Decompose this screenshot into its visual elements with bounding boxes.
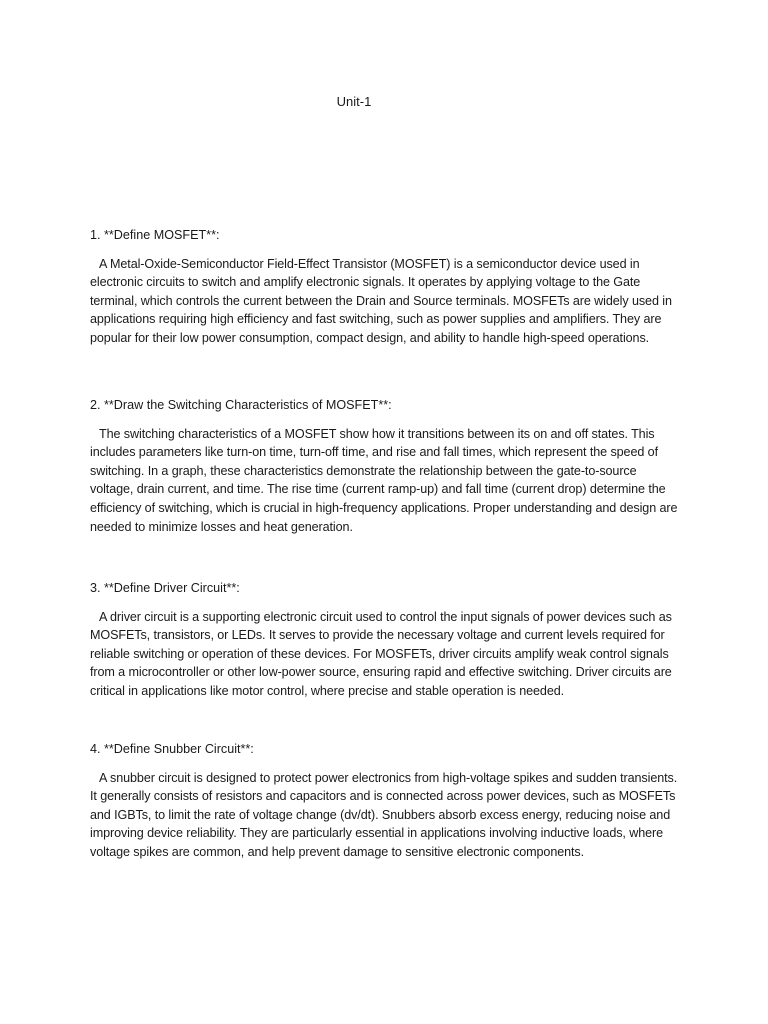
section-body: The switching characteristics of a MOSFET show how it transitions between its on and off states. This includes parameters like turn-on time, turn-off time, and rise and fall times, which represent the speed of switching. In a graph, these characteristics demonstrate the relationship between the gate-to-source voltage, drain current, and time. The rise time (current ramp-up) and fall time (current drop) determine the efficiency of switching, which is crucial in high-frequency applications. Proper understanding and design are needed to minimize losses and heat generation.: [90, 426, 678, 534]
section-body: A snubber circuit is designed to protect power electronics from high-voltage spikes and sudden transients. It generally consists of resistors and capacitors and is connected across power devices, such as MOSFETs and IGBTs, to limit the rate of voltage change (dv/dt). Snubbers absorb excess energy, reducing noise and improving device reliability. They are particularly essential in applications involving inductive loads, where voltage spikes are common, and help prevent damage to sensitive electronic components.: [90, 770, 678, 859]
section-snubber-circuit: [90, 740, 678, 910]
section-heading: 4. **Define Snubber Circuit**:: [90, 742, 254, 756]
document-content: [90, 226, 678, 910]
section-define-mosfet: [90, 226, 678, 396]
section-heading: 3. **Define Driver Circuit**:: [90, 581, 240, 595]
section-switching-characteristics: [90, 396, 678, 579]
section-body: A driver circuit is a supporting electronic circuit used to control the input signals of power devices such as MOSFETs, transistors, or LEDs. It serves to provide the necessary voltage and current levels required for reliable switching or operation of these devices. For MOSFETs, driver circuits amplify weak control signals from a microcontroller or other low-power source, ensuring rapid and effective switching. Driver circuits are critical in applications like motor control, where precise and stable operation is needed.: [90, 609, 672, 698]
section-heading: 1. **Define MOSFET**:: [90, 228, 220, 242]
section-heading: 2. **Draw the Switching Characteristics of MOSFET**:: [90, 398, 392, 412]
section-body: A Metal-Oxide-Semiconductor Field-Effect Transistor (MOSFET) is a semiconductor device used in electronic circuits to switch and amplify electronic signals. It operates by applying voltage to the Gate terminal, which controls the current between the Drain and Source terminals. MOSFETs are widely used in applications requiring high efficiency and fast switching, such as power supplies and amplifiers. They are popular for their low power consumption, compact design, and ability to handle high-speed operations.: [90, 256, 672, 345]
section-driver-circuit: [90, 579, 678, 740]
unit-title: Unit-1: [336, 94, 372, 109]
